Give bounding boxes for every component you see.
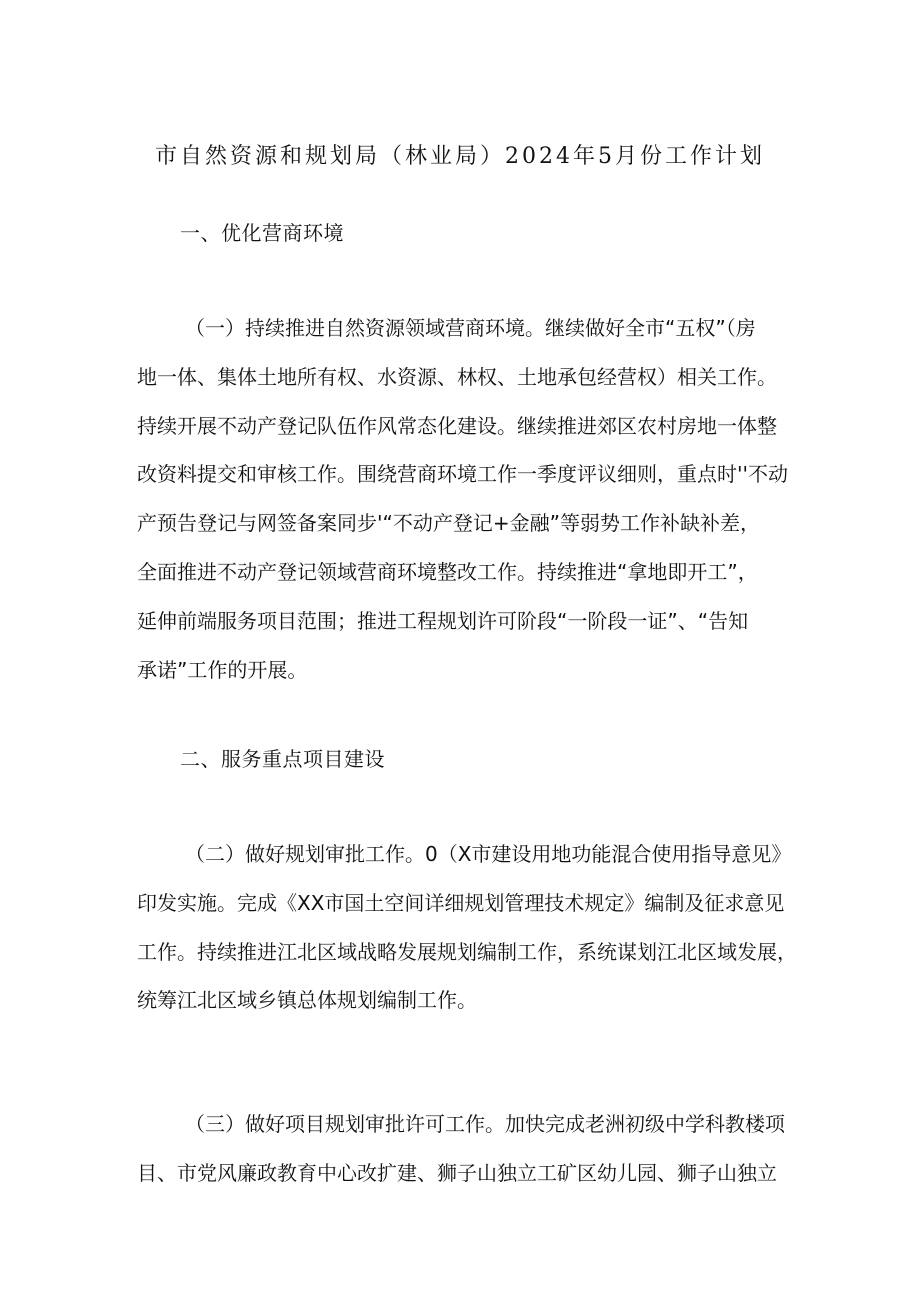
paragraph-line: 工作。持续推进江北区域战略发展规划编制工作，系统谋划江北区域发展， — [137, 939, 797, 964]
paragraph-line: 印发实施。完成《XX市国土空间详细规划管理技术规定》编制及征求意见 — [137, 890, 785, 915]
paragraph-1 — [137, 304, 797, 694]
paragraph-line: 持续开展不动产登记队伍作风常态化建设。继续推进郊区农村房地一体整 — [137, 413, 777, 438]
paragraph-line: 改资料提交和审核工作。围绕营商环境工作一季度评议细则，重点时''不动 — [137, 462, 788, 487]
paragraph-line: 全面推进不动产登记领域营商环境整改工作。持续推进“拿地即开工”， — [137, 559, 758, 584]
paragraph-line: 统筹江北区域乡镇总体规划编制工作。 — [137, 988, 477, 1013]
paragraph-line: （二）做好规划审批工作。0（X市建设用地功能混合使用指导意见》 — [185, 842, 792, 866]
paragraph-3 — [137, 1100, 797, 1198]
section-heading-2: 二、服务重点项目建设 — [180, 747, 385, 771]
paragraph-line: （一）持续推进自然资源领域营商环境。继续做好全市“五权”（房 — [185, 316, 756, 340]
paragraph-line: 产预告登记与网签备案同步'“不动产登记+金融”等弱势工作补缺补差， — [137, 511, 760, 536]
paragraph-2 — [137, 830, 797, 1025]
paragraph-line: 承诺”工作的开展。 — [137, 657, 308, 682]
paragraph-line: （三）做好项目规划审批许可工作。加快完成老洲初级中学科教楼项 — [185, 1112, 785, 1136]
paragraph-line: 地一体、集体土地所有权、水资源、林权、土地承包经营权）相关工作。 — [137, 364, 777, 389]
paragraph-line: 延伸前端服务项目范围；推进工程规划许可阶段“一阶段一证”、“告知 — [137, 608, 749, 633]
document-title: 市自然资源和规划局（林业局）2024年5月份工作计划 — [155, 144, 765, 169]
section-heading-1: 一、优化营商环境 — [180, 221, 344, 245]
paragraph-line: 目、市党风廉政教育中心改扩建、狮子山独立工矿区幼儿园、狮子山独立 — [137, 1160, 777, 1185]
